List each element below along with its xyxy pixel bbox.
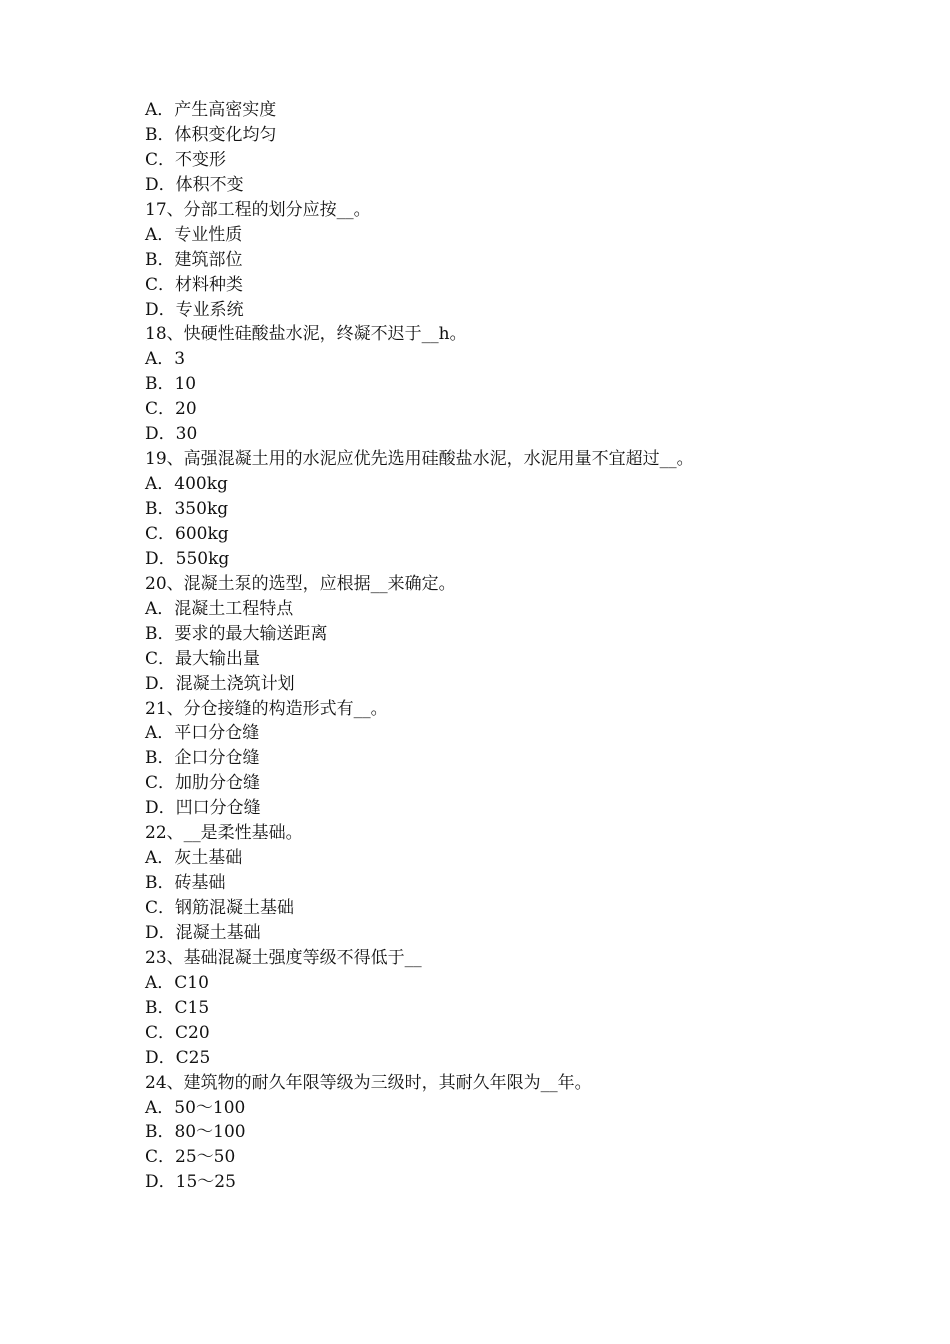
option-line: B．砖基础 [145,873,226,894]
option-line: D．550kg [145,548,230,569]
question-line: 23、基础混凝土强度等级不得低于__ [145,947,422,968]
option-line: A．混凝土工程特点 [145,598,294,619]
question-line: 22、__是柔性基础。 [145,823,303,844]
question-line: 18、快硬性硅酸盐水泥，终凝不迟于__h。 [145,324,467,345]
option-line: C．钢筋混凝土基础 [145,898,295,918]
option-line: A．400kg [145,474,228,495]
option-line: A．产生高密实度 [145,100,277,120]
option-line: D．C25 [145,1047,211,1068]
option-line: D．专业系统 [145,299,244,320]
question-line: 24、建筑物的耐久年限等级为三级时，其耐久年限为__年。 [145,1072,592,1093]
option-line: B．建筑部位 [145,249,243,270]
option-line: B．80～100 [145,1122,246,1143]
option-line: D．体积不变 [145,174,244,195]
option-line: A．C10 [145,972,209,993]
option-line: B．要求的最大输送距离 [145,623,328,644]
question-line: 17、分部工程的划分应按__。 [145,199,371,220]
option-line: D．15～25 [145,1172,236,1193]
option-line: C．600kg [145,523,229,544]
option-line: A．平口分仓缝 [145,723,260,744]
option-line: B．企口分仓缝 [145,748,260,769]
document-page [145,98,845,1195]
option-line: C．25～50 [145,1147,236,1168]
option-line: D．混凝土浇筑计划 [145,673,295,694]
option-line: C．最大输出量 [145,648,261,669]
option-line: B．350kg [145,499,229,519]
option-line: A．灰土基础 [145,848,243,869]
option-line: C．20 [145,399,197,420]
option-line: A．专业性质 [145,224,243,245]
option-line: D．凹口分仓缝 [145,798,261,819]
question-line: 21、分仓接缝的构造形式有__。 [145,698,388,719]
option-line: B．10 [145,374,197,395]
option-line: D．混凝土基础 [145,922,261,943]
option-line: D．30 [145,424,198,445]
option-line: C．C20 [145,1022,210,1043]
option-line: C．不变形 [145,149,227,170]
option-line: C．加肋分仓缝 [145,773,261,794]
option-line: A．3 [145,349,186,370]
option-line: B．体积变化均匀 [145,124,277,145]
question-line: 19、高强混凝土用的水泥应优先选用硅酸盐水泥，水泥用量不宜超过__。 [145,449,694,470]
option-line: B．C15 [145,997,210,1018]
option-line: A．50～100 [145,1097,246,1118]
option-line: C．材料种类 [145,274,244,295]
question-line: 20、混凝土泵的选型，应根据__来确定。 [145,573,456,594]
